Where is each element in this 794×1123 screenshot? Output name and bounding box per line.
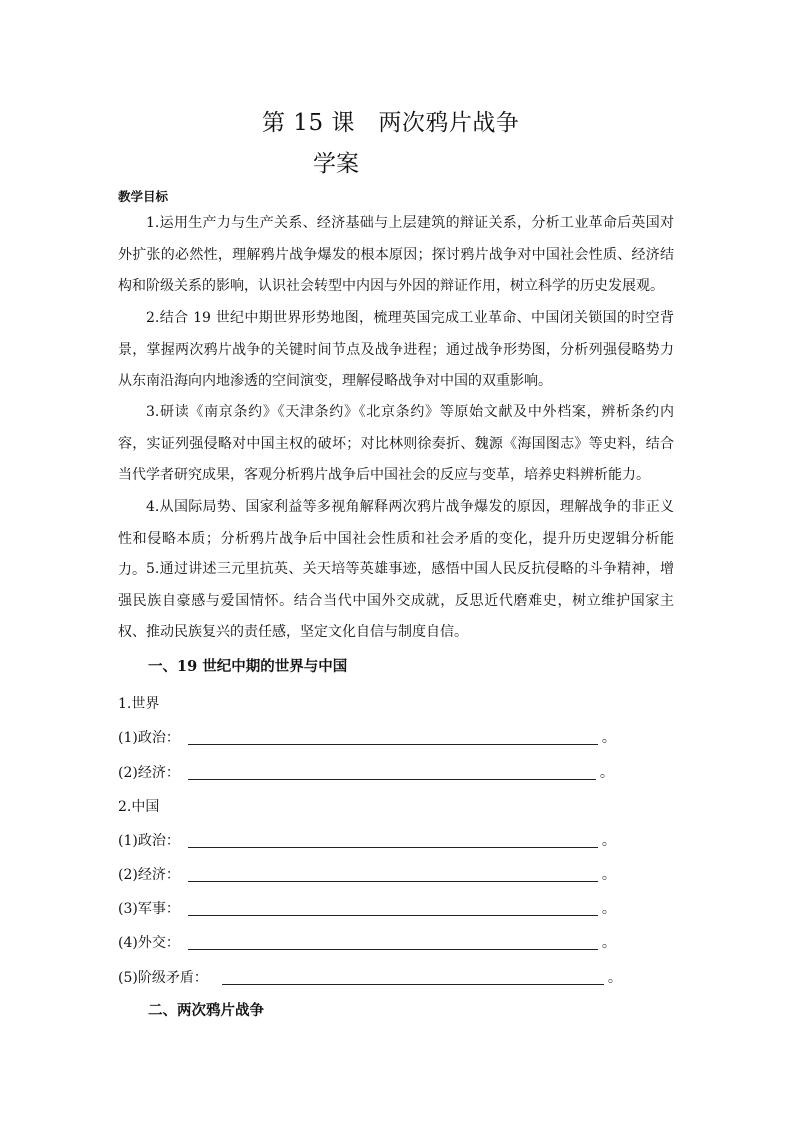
answer-blank[interactable] — [188, 730, 598, 745]
lesson-title: 第 15 课 两次鸦片战争 — [262, 110, 520, 136]
fill-label: (3)军事： — [118, 901, 180, 917]
fill-line-china-military — [118, 898, 616, 918]
objective-2: 2.结合 19 世纪中期世界形势地图，梳理英国完成工业革命、中国闭关锁国的时空背景，掌握两次鸦片战争的关键时间节点及战争进程；通过战争形势图，分析列强侵略势力从东南沿海向内地渗透的空间演变，理解侵略战争对中国的双重影响。 — [118, 310, 674, 389]
fill-label: (2)经济： — [118, 765, 180, 781]
fill-line-china-diplomacy — [118, 932, 616, 952]
objective-1: 1.运用生产力与生产关系、经济基础与上层建筑的辩证关系，分析工业革命后英国对外扩张的必然性，理解鸦片战争爆发的根本原因；探讨鸦片战争对中国社会性质、经济结构和阶级关系的影响，认识社会转型中内因与外因的辩证作用，树立科学的历史发展观。 — [118, 215, 674, 294]
section-2-heading: 二、两次鸦片战争 — [148, 1002, 264, 1019]
answer-blank[interactable] — [188, 901, 598, 916]
end-mark: 。 — [601, 730, 616, 746]
china-label: 2.中国 — [118, 799, 160, 815]
fill-line-world-economy — [118, 762, 614, 782]
end-mark: 。 — [601, 833, 616, 849]
fill-label: (1)政治： — [118, 730, 180, 746]
answer-blank[interactable] — [188, 765, 596, 780]
objective-3: 3.研读《南京条约》《天津条约》《北京条约》等原始文献及中外档案，辨析条约内容，实证列强侵略对中国主权的破坏；对比林则徐奏折、魏源《海国图志》等史料，结合当代学者研究成果，客观分析鸦片战争后中国社会的反应与变革，培养史料辨析能力。 — [118, 404, 674, 483]
answer-blank[interactable] — [222, 970, 604, 985]
end-mark: 。 — [607, 970, 622, 986]
objective-4: 4.从国际局势、国家利益等多视角解释两次鸦片战争爆发的原因，理解战争的非正义性和侵略本质；分析鸦片战争后中国社会性质和社会矛盾的变化，提升历史逻辑分析能力。 — [118, 499, 674, 578]
end-mark: 。 — [601, 901, 616, 917]
lesson-subtitle: 学案 — [313, 151, 359, 177]
answer-blank[interactable] — [188, 833, 598, 848]
end-mark: 。 — [601, 867, 616, 883]
section-1-heading: 一、19 世纪中期的世界与中国 — [148, 658, 348, 675]
objectives-heading: 教学目标 — [118, 189, 169, 204]
end-mark: 。 — [599, 765, 614, 781]
objective-5: 5.通过讲述三元里抗英、关天培等英雄事迹，感悟中国人民反抗侵略的斗争精神，增强民族自豪感与爱国情怀。结合当代中国外交成就，反思近代磨难史，树立维护国家主权、推动民族复兴的责任感，坚定文化自信与制度自信。 — [118, 561, 674, 640]
fill-label: (2)经济： — [118, 867, 180, 883]
end-mark: 。 — [601, 935, 616, 951]
fill-line-china-politics — [118, 830, 616, 850]
fill-label: (1)政治： — [118, 833, 180, 849]
answer-blank[interactable] — [188, 867, 598, 882]
fill-label: (5)阶级矛盾： — [118, 970, 208, 986]
fill-label: (4)外交： — [118, 935, 180, 951]
world-label: 1.世界 — [118, 696, 160, 712]
answer-blank[interactable] — [188, 935, 598, 950]
fill-line-world-politics — [118, 727, 616, 747]
fill-line-china-class-conflict — [118, 967, 622, 987]
fill-line-china-economy — [118, 864, 616, 884]
